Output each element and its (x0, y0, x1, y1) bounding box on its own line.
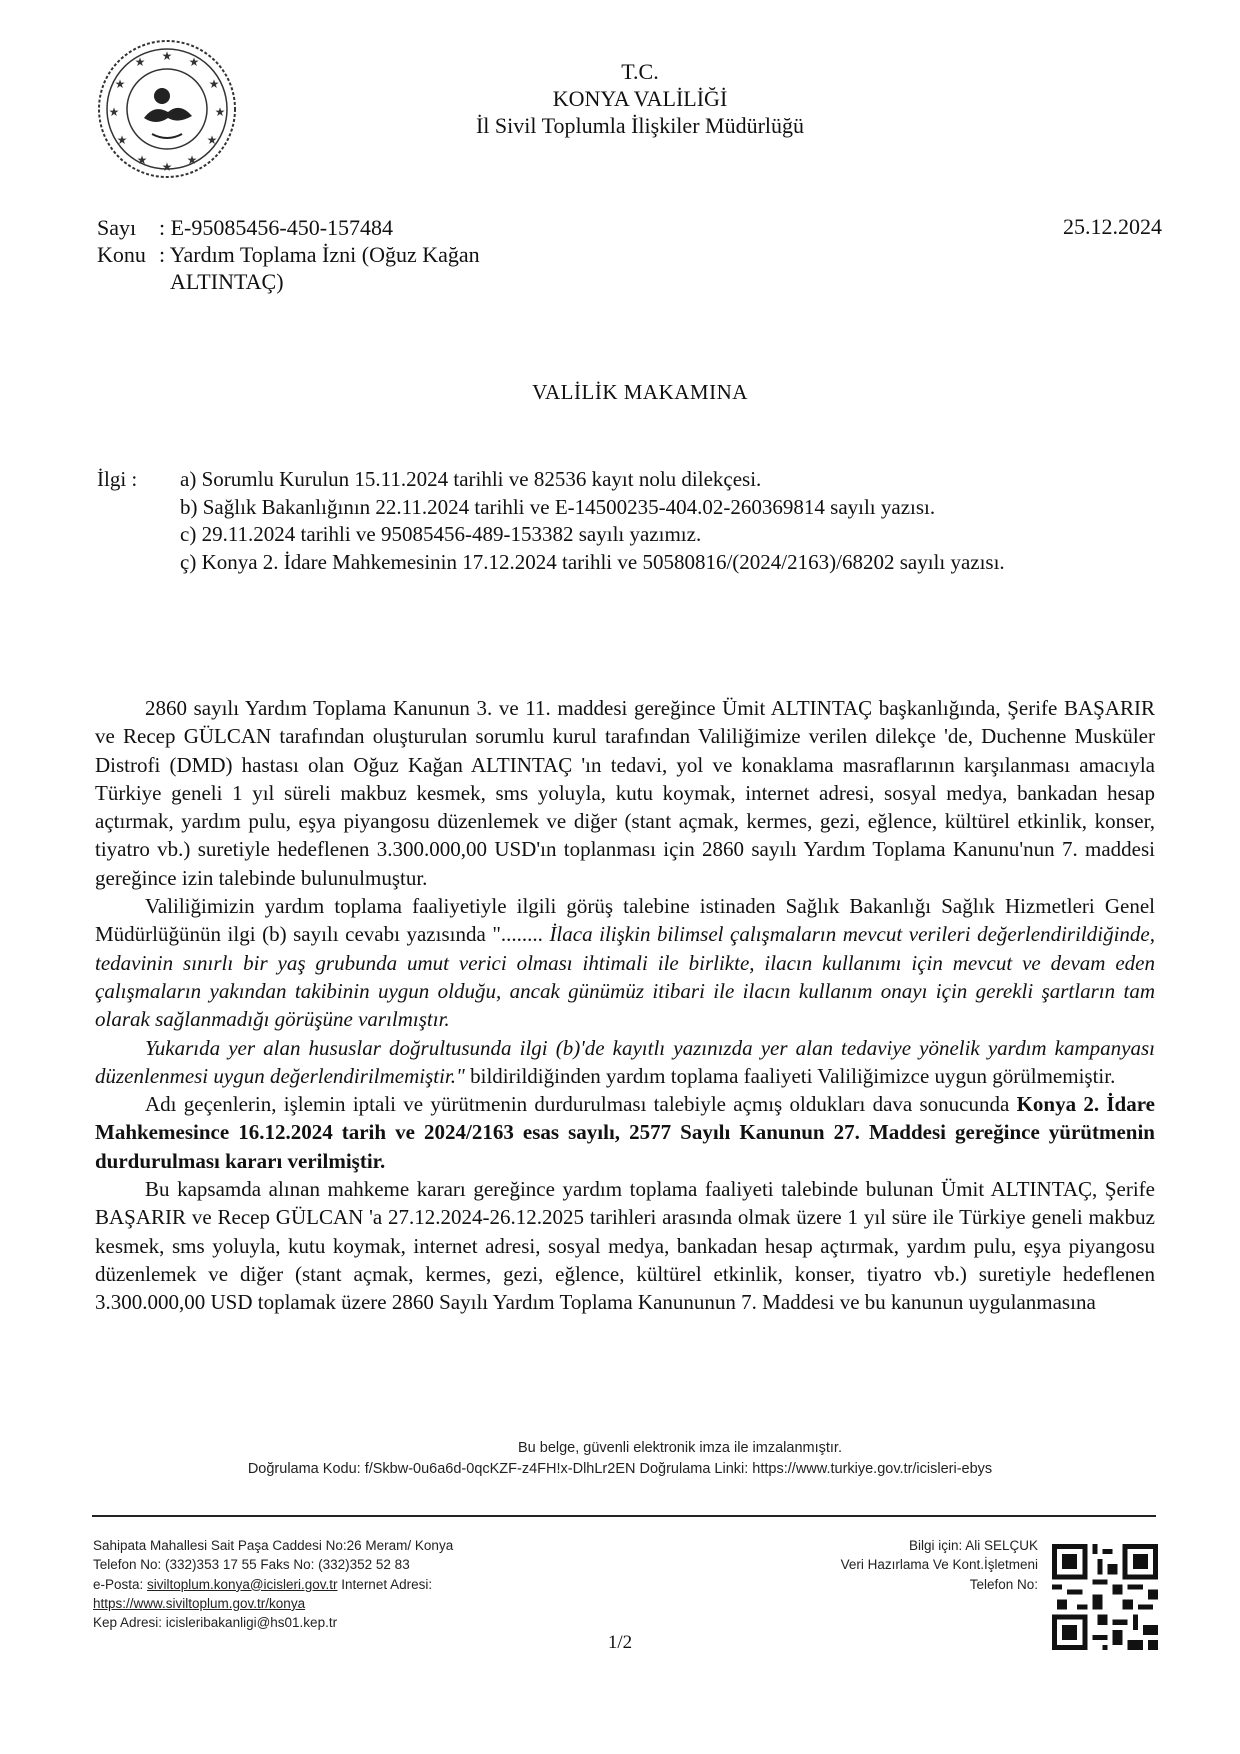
web-link[interactable]: https://www.siviltoplum.gov.tr/konya (93, 1595, 306, 1611)
info-contact: Bilgi için: Ali SELÇUK (908, 1538, 1038, 1553)
court-decision-text: Konya 2. İdare Mahkemesince 16.12.2024 tarih ve 2024/2163 esas sayılı, 2577 Sayılı Kanunun 27. Maddesi gereğince yürütmenin durdurulması kararı verilmiştir. (95, 1092, 1155, 1173)
header-governorship: KONYA VALİLİĞİ (552, 86, 728, 111)
paragraph (95, 1090, 1155, 1175)
paragraph-text: Valiliğimizin yardım toplama faaliyetiyle ilgili görüş talebine istinaden Sağlık Bakanlığı Sağlık Hizmetleri Genel Müdürlüğünün ilgi (b) sayılı cevabı yazısında "........ (95, 894, 1155, 947)
sayi-value: : E-95085456-450-157484 (159, 215, 394, 240)
footer-email-row (93, 1575, 453, 1594)
document-meta (97, 214, 480, 295)
footer-address: Sahipata Mahallesi Sait Paşa Caddesi No:26 Meram/ Konya (93, 1538, 454, 1553)
e-signature-line: Bu belge, güvenli elektronik imza ile imzalanmıştır. (518, 1440, 842, 1456)
quoted-text: İlaca ilişkin bilimsel çalışmaların mevcut verileri değerlendirildiğinde, tedavinin sınırlı bir yaş grubunda umut verici olması ihtimali ile birlikte, ilacın kullanımı için mevcut ve devam eden çalışmaların yakından takibinin uygun olduğu, ancak günümüz itibari ile ilacın kullanım onayı için gerekli şartların tam olarak sağlanmadığı görüşüne varılmıştır. (95, 922, 1155, 1032)
quoted-text: Yukarıda yer alan hususlar doğrultusunda ilgi (b)'de kayıtlı yazınızda yer alan tedaviye yönelik yardım kampanyası düzenlenmesi uygun değerlendirilmemiştir." (95, 1035, 1155, 1088)
document-header (0, 58, 1240, 139)
footer-divider (92, 1515, 1156, 1517)
email-link[interactable]: siviltoplum.konya@icisleri.gov.tr (147, 1576, 338, 1592)
header-directorate: İl Sivil Toplumla İlişkiler Müdürlüğü (475, 113, 805, 138)
svg-text:★: ★ (161, 160, 173, 174)
konu-value: : Yardım Toplama İzni (Oğuz Kağan (159, 242, 480, 267)
header-tc: T.C. (621, 59, 659, 84)
document-date: 25.12.2024 (1063, 214, 1162, 239)
svg-text:★: ★ (136, 153, 148, 167)
paragraph: 2860 sayılı Yardım Toplama Kanunun 3. ve 11. maddesi gereğince Ümit ALTINTAÇ başkanlığında, Şerife BAŞARIR ve Recep GÜLCAN tarafından oluşturulan sorumlu kurul tarafından Valiliğimize verilen dilekçe 'de, Duchenne Musküler Distrofi (DMD) hastası olan Oğuz Kağan ALTINTAÇ 'ın tedavi, yol ve konaklama masraflarının karşılanması amacıyla Türkiye geneli 1 yıl süreli makbuz kesmek, sms yoluyla, kutu koymak, internet adresi, sosyal medya, bankadan hesap açtırmak, yardım pulu, eşya piyangosu düzenlemek ve diğer (stant açmak, kermes, gezi, eğlence, kültürel etkinlik, konser, tiyatro vb.) suretiyle hedeflenen 3.300.000,00 USD'ın toplanması için 2860 sayılı Yardım Toplama Kanunu'nun 7. maddesi gereğince izin talebinde bulunulmuştur. (95, 696, 1155, 890)
konu-label: Konu (97, 242, 146, 267)
svg-text:★: ★ (214, 105, 226, 119)
konu-value-cont: ALTINTAÇ) (170, 269, 284, 294)
recipient: VALİLİK MAKAMINA (532, 380, 748, 404)
reference-item: ç) Konya 2. İdare Mahkemesinin 17.12.2024 tarihli ve 50580816/(2024/2163)/68202 sayılı yazısı. (180, 549, 1005, 574)
references-label: İlgi : (97, 467, 138, 491)
paragraph: Bu kapsamda alınan mahkeme kararı gereğince yardım toplama faaliyeti talebinde bulunan Ümit ALTINTAÇ, Şerife BAŞARIR ve Recep GÜLCAN 'a 27.12.2024-26.12.2025 tarihleri arasında olmak üzere 1 yıl süre ile Türkiye geneli makbuz kesmek, sms yoluyla, kutu koymak, internet adresi, sosyal medya, bankadan hesap açtırmak, yardım pulu, eşya piyangosu düzenlemek ve diğer (stant açmak, kermes, gezi, eğlence, kültürel etkinlik, konser, tiyatro vb.) suretiyle hedeflenen 3.300.000,00 USD toplamak üzere 2860 Sayılı Yardım Toplama Kanununun 7. Maddesi ve bu kanunun uygulanmasına (95, 1177, 1155, 1315)
svg-text:★: ★ (161, 49, 173, 63)
verification-line: Doğrulama Kodu: f/Skbw-0u6a6d-0qcKZF-z4FH!x-DlhLr2EN Doğrulama Linki: https://www.turkiye.gov.tr/icisleri-ebys (247, 1461, 993, 1477)
footer-kep: Kep Adresi: icisleribakanligi@hs01.kep.tr (93, 1615, 338, 1631)
footer-info (841, 1536, 1038, 1594)
svg-text:★: ★ (116, 133, 128, 147)
page-number: 1/2 (607, 1632, 633, 1653)
reference-item: a) Sorumlu Kurulun 15.11.2024 tarihli ve 82536 kayıt nolu dilekçesi. (180, 467, 762, 491)
svg-text:★: ★ (206, 133, 218, 147)
email-label: e-Posta: (93, 1576, 148, 1592)
info-title: Veri Hazırlama Ve Kont.İşletmeni (840, 1557, 1038, 1573)
svg-text:★: ★ (114, 77, 126, 91)
paragraph (95, 892, 1155, 1033)
document-body (95, 694, 1155, 1317)
reference-item: b) Sağlık Bakanlığının 22.11.2024 tarihli ve E-14500235-404.02-260369814 sayılı yazısı. (180, 494, 936, 519)
paragraph-text: Adı geçenlerin, işlemin iptali ve yürütmenin durdurulması talebiyle açmış oldukları dava sonucunda (145, 1092, 1017, 1117)
references-section (97, 466, 1097, 576)
svg-text:★: ★ (208, 77, 220, 91)
svg-text:★: ★ (134, 55, 146, 69)
svg-text:★: ★ (188, 55, 200, 69)
footer-phone: Telefon No: (332)353 17 55 Faks No: (332)352 52 83 (93, 1557, 410, 1573)
info-phone: Telefon No: (969, 1576, 1038, 1592)
e-signature-note (0, 1438, 1240, 1480)
footer-contact (93, 1536, 453, 1632)
paragraph (95, 1034, 1155, 1091)
reference-item: c) 29.11.2024 tarihli ve 95085456-489-153382 sayılı yazımız. (180, 522, 702, 546)
web-label: Internet Adresi: (337, 1576, 433, 1592)
svg-text:★: ★ (186, 153, 198, 167)
svg-text:★: ★ (108, 105, 120, 119)
sayi-label: Sayı (97, 215, 137, 240)
paragraph-text: bildirildiğinden yardım toplama faaliyeti Valiliğimizce uygun görülmemiştir. (464, 1063, 1116, 1088)
